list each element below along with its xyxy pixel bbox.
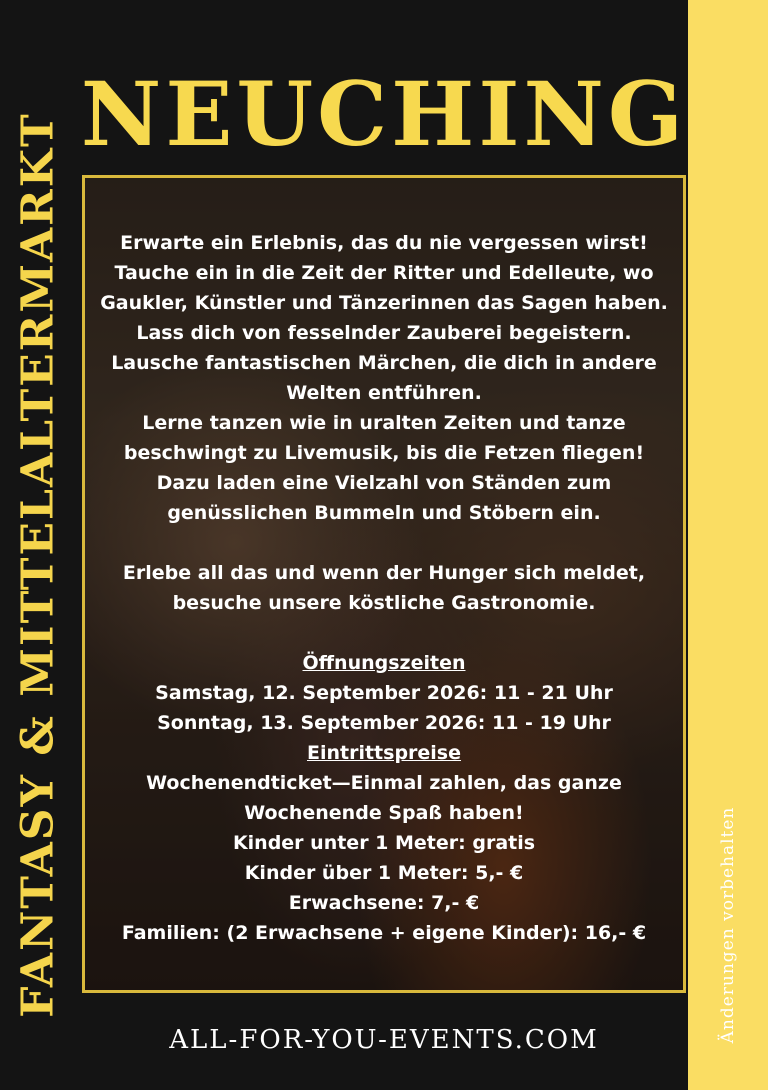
spacer bbox=[85, 528, 683, 558]
price-line: Familien: (2 Erwachsene + eigene Kinder): 16,- € bbox=[121, 922, 647, 944]
opening-hours-line: Sonntag, 13. September 2026: 11 - 19 Uhr bbox=[157, 712, 611, 734]
intro-line: Dazu laden eine Vielzahl von Ständen zum bbox=[156, 472, 612, 494]
opening-hours-line: Samstag, 12. September 2026: 11 - 21 Uhr bbox=[155, 682, 613, 704]
price-line: Wochenendticket—Einmal zahlen, das ganze bbox=[146, 772, 622, 794]
intro-line: Tauche ein in die Zeit der Ritter und Edelleute, wo bbox=[114, 262, 654, 284]
intro-line: Lerne tanzen wie in uralten Zeiten und tanze bbox=[142, 412, 626, 434]
photo-text-panel bbox=[82, 175, 686, 993]
prices-heading: Eintrittspreise bbox=[306, 742, 462, 764]
intro-line: Erwarte ein Erlebnis, das du nie vergessen wirst! bbox=[120, 232, 648, 254]
disclaimer-note: Änderungen vorbehalten bbox=[718, 806, 738, 1044]
intro-line: Lass dich von fesselnder Zauberei begeistern. bbox=[136, 322, 632, 344]
gastro-line: besuche unsere köstliche Gastronomie. bbox=[172, 592, 596, 614]
gastro-line: Erlebe all das und wenn der Hunger sich meldet, bbox=[122, 562, 646, 584]
intro-line: Lausche fantastischen Märchen, die dich in andere bbox=[111, 352, 657, 374]
website-url: ALL-FOR-YOU-EVENTS.COM bbox=[169, 1025, 599, 1055]
price-line: Erwachsene: 7,- € bbox=[288, 892, 480, 914]
intro-line: Gaukler, Künstler und Tänzerinnen das Sagen haben. bbox=[100, 292, 668, 314]
event-description bbox=[85, 228, 683, 948]
price-line: Kinder unter 1 Meter: gratis bbox=[232, 832, 536, 854]
opening-hours-heading: Öffnungszeiten bbox=[302, 652, 466, 674]
intro-line: Welten entführen. bbox=[286, 382, 482, 404]
main-title: NEUCHING bbox=[80, 62, 688, 166]
intro-line: beschwingt zu Livemusik, bis die Fetzen fliegen! bbox=[123, 442, 645, 464]
price-line: Wochenende Spaß haben! bbox=[244, 802, 524, 824]
price-line: Kinder über 1 Meter: 5,- € bbox=[244, 862, 524, 884]
intro-line: genüsslichen Bummeln und Stöbern ein. bbox=[167, 502, 601, 524]
vertical-event-title: FANTASY & MITTELALTERMARKT bbox=[12, 112, 64, 1018]
spacer bbox=[85, 618, 683, 648]
